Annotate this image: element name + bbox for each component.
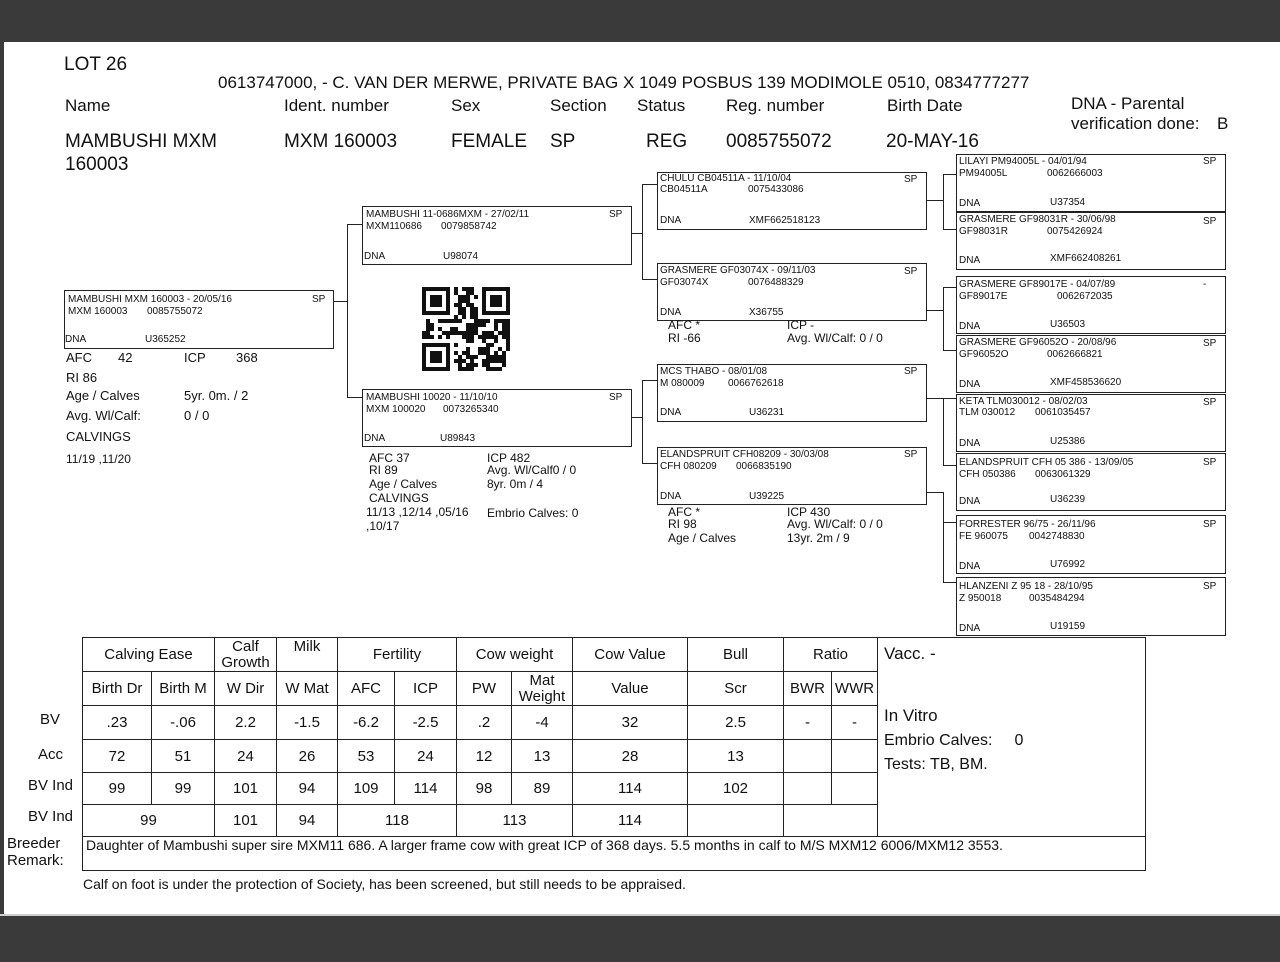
gp4-ri: RI 98 bbox=[668, 517, 697, 531]
gp-dna-code: X36755 bbox=[749, 307, 784, 318]
sire-reg: 0079858742 bbox=[441, 221, 497, 232]
ggp-reg: 0063061329 bbox=[1035, 469, 1091, 480]
gp2-afc: AFC * bbox=[668, 318, 701, 332]
gp-dna-code: U36231 bbox=[749, 407, 785, 418]
connector bbox=[642, 184, 643, 280]
ggp-dna-label: DNA bbox=[959, 623, 981, 634]
vacc-text: Vacc. - bbox=[884, 644, 936, 663]
dam-age-label: Age / Calves bbox=[369, 477, 438, 491]
acc-cell: 28 bbox=[573, 740, 688, 773]
connector bbox=[926, 200, 944, 201]
bvind2-cell: 118 bbox=[338, 805, 457, 837]
gp-title: MCS THABO - 08/01/08 bbox=[660, 366, 768, 377]
gp-dna-label: DNA bbox=[660, 215, 682, 226]
dam-dna-label: DNA bbox=[364, 433, 386, 444]
owner-details: 0613747000, - C. VAN DER MERWE, PRIVATE BAG X 1049 POSBUS 139 MODIMOLE 0510, 0834777277 bbox=[218, 73, 1030, 92]
subject-avg-label: Avg. Wl/Calf: bbox=[66, 408, 141, 423]
dam-reg: 0073265340 bbox=[443, 404, 499, 415]
row-label-bvind: BV Ind bbox=[27, 777, 73, 794]
ggp-dna-code: U36239 bbox=[1050, 494, 1086, 505]
acc-cell: 51 bbox=[152, 740, 215, 773]
ggp-dna-code: U25386 bbox=[1050, 436, 1086, 447]
ggp-id: TLM 030012 bbox=[959, 407, 1016, 418]
bv-cell: -1.5 bbox=[277, 706, 338, 740]
bvind-cell: 89 bbox=[512, 773, 573, 805]
sub-header-cell: Scr bbox=[688, 672, 784, 706]
ggp-sp: SP bbox=[1203, 216, 1217, 227]
bvind-cell: 114 bbox=[395, 773, 457, 805]
connector bbox=[642, 184, 658, 185]
col-status: Status bbox=[637, 96, 686, 115]
ggp-dna-code: U37354 bbox=[1050, 197, 1086, 208]
grandparent-box-3 bbox=[657, 364, 927, 422]
group-ratio: Ratio bbox=[784, 638, 878, 672]
bvind-cell: 99 bbox=[83, 773, 152, 805]
group-bull: Bull bbox=[688, 638, 784, 672]
embrio-calves-value: 0 bbox=[1014, 732, 1024, 749]
subject-sp: SP bbox=[312, 294, 326, 305]
animal-name-line2: 160003 bbox=[65, 154, 129, 175]
connector bbox=[642, 380, 658, 381]
sub-header-cell: WWR bbox=[832, 672, 878, 706]
subject-dna-code: U365252 bbox=[145, 334, 186, 345]
gp-title: GRASMERE GF03074X - 09/11/03 bbox=[660, 265, 816, 276]
gp-id: CFH 080209 bbox=[660, 461, 717, 472]
ggp-id: GF98031R bbox=[959, 226, 1008, 237]
gp-reg: 0066762618 bbox=[728, 378, 784, 389]
ggp-sp: SP bbox=[1203, 519, 1217, 530]
bv-cell: -2.5 bbox=[395, 706, 457, 740]
acc-cell bbox=[784, 740, 832, 773]
sire-dna-code: U98074 bbox=[443, 251, 479, 262]
ggp-reg: 0062666821 bbox=[1047, 349, 1103, 360]
gp-sp: SP bbox=[904, 174, 918, 185]
group-header-row bbox=[83, 638, 1146, 672]
remark-row bbox=[83, 837, 1146, 871]
acc-cell: 24 bbox=[215, 740, 277, 773]
gp2-icp: ICP - bbox=[787, 318, 815, 332]
gp4-icp: ICP 430 bbox=[787, 505, 831, 519]
group-fertility: Fertility bbox=[338, 638, 457, 672]
bv-cell: 2.2 bbox=[215, 706, 277, 740]
sub-header-cell: BWR bbox=[784, 672, 832, 706]
gp-title: ELANDSPRUIT CFH08209 - 30/03/08 bbox=[660, 449, 829, 460]
gp-sp: SP bbox=[904, 366, 918, 377]
gp-id: M 080009 bbox=[660, 378, 705, 389]
subject-avg: 0 / 0 bbox=[184, 408, 210, 423]
ggp-title: KETA TLM030012 - 08/02/03 bbox=[959, 396, 1088, 407]
sub-header-cell: ICP bbox=[395, 672, 457, 706]
acc-cell: 12 bbox=[457, 740, 512, 773]
sub-header-cell: Value bbox=[573, 672, 688, 706]
gp-sp: SP bbox=[904, 266, 918, 277]
col-reg: Reg. number bbox=[726, 96, 825, 115]
connector bbox=[943, 174, 944, 230]
subject-id: MXM 160003 bbox=[68, 306, 128, 317]
ggp-id: PM94005L bbox=[959, 168, 1008, 179]
connector bbox=[943, 287, 944, 351]
bvind-cell: 99 bbox=[152, 773, 215, 805]
ggp-id: Z 950018 bbox=[959, 593, 1002, 604]
ggp-sp: SP bbox=[1203, 397, 1217, 408]
bv-cell: - bbox=[832, 706, 878, 740]
gp2-ri: RI -66 bbox=[668, 331, 701, 345]
bvind2-cell bbox=[688, 805, 784, 837]
embrio-calves-label: Embrio Calves: bbox=[884, 732, 993, 749]
subject-pedigree-box bbox=[64, 290, 334, 349]
connector bbox=[943, 398, 957, 399]
connector bbox=[332, 301, 348, 302]
ggp-sp: SP bbox=[1203, 156, 1217, 167]
animal-sex: FEMALE bbox=[451, 131, 528, 152]
breeder-label: Breeder bbox=[7, 835, 61, 852]
ggp-sp: SP bbox=[1203, 457, 1217, 468]
gp-title: CHULU CB04511A - 11/10/04 bbox=[660, 173, 792, 184]
ggp-reg: 0035484294 bbox=[1029, 593, 1085, 604]
viewer-bottom-bar bbox=[0, 914, 1280, 962]
subject-age: 5yr. 0m. / 2 bbox=[184, 388, 249, 403]
subject-age-label: Age / Calves bbox=[66, 388, 140, 403]
dam-id: MXM 100020 bbox=[366, 404, 426, 415]
acc-cell: 72 bbox=[83, 740, 152, 773]
connector bbox=[926, 398, 944, 399]
great-grandparent-box-1 bbox=[956, 154, 1226, 212]
sub-header-cell: PW bbox=[457, 672, 512, 706]
sire-box bbox=[362, 206, 632, 265]
ggp-reg: 0062666003 bbox=[1047, 168, 1103, 179]
sire-sp: SP bbox=[609, 209, 623, 220]
subject-icp: 368 bbox=[236, 350, 258, 365]
animal-status: REG bbox=[646, 131, 688, 152]
remark-label: Remark: bbox=[7, 852, 64, 869]
connector bbox=[642, 380, 643, 464]
ggp-dna-label: DNA bbox=[959, 321, 981, 332]
acc-cell: 24 bbox=[395, 740, 457, 773]
connector bbox=[943, 398, 944, 466]
bvind2-cell: 99 bbox=[83, 805, 215, 837]
bvind-cell bbox=[832, 773, 878, 805]
connector bbox=[943, 287, 957, 288]
subject-afc-label: AFC bbox=[66, 350, 92, 365]
great-grandparent-box-4 bbox=[956, 335, 1226, 393]
breeding-values-table bbox=[82, 637, 1146, 871]
connector bbox=[642, 279, 658, 280]
connector bbox=[347, 224, 363, 225]
ggp-dna-code: U76992 bbox=[1050, 559, 1086, 570]
dam-avg: Avg. Wl/Calf0 / 0 bbox=[487, 463, 577, 477]
subject-dna-label: DNA bbox=[65, 334, 87, 345]
dam-icp: ICP 482 bbox=[487, 451, 531, 465]
gp4-avg: Avg. Wl/Calf: 0 / 0 bbox=[787, 517, 883, 531]
ggp-title: GRASMERE GF96052O - 20/08/96 bbox=[959, 337, 1117, 348]
bvind2-cell: 101 bbox=[215, 805, 277, 837]
animal-ident: MXM 160003 bbox=[284, 131, 398, 152]
dam-calvings-label: CALVINGS bbox=[369, 491, 429, 505]
group-calf-growth: Calf Growth bbox=[215, 638, 277, 672]
qr-code bbox=[422, 287, 510, 371]
ggp-title: FORRESTER 96/75 - 26/11/96 bbox=[959, 519, 1096, 530]
bvind-cell: 98 bbox=[457, 773, 512, 805]
great-grandparent-box-6 bbox=[956, 453, 1226, 511]
ggp-id: GF89017E bbox=[959, 291, 1008, 302]
row-label-bvind-2: BV Ind bbox=[27, 808, 73, 825]
bv-cell: -6.2 bbox=[338, 706, 395, 740]
sire-title: MAMBUSHI 11-0686MXM - 27/02/11 bbox=[366, 209, 530, 220]
invitro-text: In Vitro bbox=[884, 706, 938, 725]
connector bbox=[943, 465, 957, 466]
subject-icp-label: ICP bbox=[184, 350, 206, 365]
sub-header-cell: Birth Dr bbox=[83, 672, 152, 706]
grandparent-box-4 bbox=[657, 447, 927, 505]
col-dna-line1: DNA - Parental bbox=[1071, 94, 1185, 113]
ggp-dna-label: DNA bbox=[959, 379, 981, 390]
sire-id: MXM110686 bbox=[366, 221, 422, 232]
ggp-reg: 0042748830 bbox=[1029, 531, 1085, 542]
connector bbox=[926, 492, 944, 493]
col-section: Section bbox=[550, 96, 607, 115]
great-grandparent-box-2 bbox=[956, 212, 1226, 270]
dam-dna-code: U89843 bbox=[440, 433, 476, 444]
tests-text: Tests: TB, BM. bbox=[884, 756, 988, 773]
gp2-avg: Avg. Wl/Calf: 0 / 0 bbox=[787, 331, 883, 345]
animal-birth: 20-MAY-16 bbox=[886, 131, 979, 152]
animal-reg: 0085755072 bbox=[726, 131, 832, 152]
ggp-id: GF96052O bbox=[959, 349, 1009, 360]
ggp-sp: SP bbox=[1203, 338, 1217, 349]
great-grandparent-box-5 bbox=[956, 394, 1226, 452]
great-grandparent-box-7 bbox=[956, 515, 1226, 574]
bv-cell: 2.5 bbox=[688, 706, 784, 740]
dam-calving-dates-2: ,10/17 bbox=[366, 519, 400, 533]
bvind-cell: 102 bbox=[688, 773, 784, 805]
col-ident: Ident. number bbox=[284, 96, 389, 115]
gp-reg: 0066835190 bbox=[736, 461, 792, 472]
gp4-age-label: Age / Calves bbox=[668, 531, 737, 545]
gp-dna-label: DNA bbox=[660, 407, 682, 418]
connector bbox=[943, 492, 944, 583]
connector bbox=[943, 522, 957, 523]
sub-header-cell: Mat Weight bbox=[512, 672, 573, 706]
bv-cell: -.06 bbox=[152, 706, 215, 740]
lot-number: LOT 26 bbox=[64, 54, 128, 75]
acc-cell: 53 bbox=[338, 740, 395, 773]
col-dna-line2: verification done: bbox=[1071, 114, 1200, 133]
grandparent-box-2 bbox=[657, 263, 927, 321]
ggp-dna-code: XMF458536620 bbox=[1050, 377, 1122, 388]
connector bbox=[642, 463, 658, 464]
vaccination-panel bbox=[878, 638, 1146, 837]
bvind2-cell: 94 bbox=[277, 805, 338, 837]
gp-dna-label: DNA bbox=[660, 307, 682, 318]
sub-header-cell: AFC bbox=[338, 672, 395, 706]
connector bbox=[943, 350, 957, 351]
gp4-age: 13yr. 2m / 9 bbox=[787, 531, 850, 545]
dam-box bbox=[362, 389, 632, 447]
connector bbox=[347, 224, 348, 398]
ggp-id: FE 960075 bbox=[959, 531, 1008, 542]
bv-cell: .2 bbox=[457, 706, 512, 740]
ggp-reg: 0061035457 bbox=[1035, 407, 1091, 418]
gp-reg: 0075433086 bbox=[748, 184, 804, 195]
bvind-cell: 109 bbox=[338, 773, 395, 805]
bvind-cell: 94 bbox=[277, 773, 338, 805]
connector bbox=[943, 582, 957, 583]
acc-cell: 13 bbox=[688, 740, 784, 773]
gp4-afc: AFC * bbox=[668, 505, 701, 519]
bvind2-cell bbox=[784, 805, 878, 837]
great-grandparent-box-3 bbox=[956, 276, 1226, 334]
dna-verification-value: B bbox=[1217, 114, 1229, 133]
sub-header-cell: W Dir bbox=[215, 672, 277, 706]
bvind2-cell: 113 bbox=[457, 805, 573, 837]
subject-calvings-label: CALVINGS bbox=[66, 429, 131, 444]
ggp-title: GRASMERE GF98031R - 30/06/98 bbox=[959, 214, 1116, 225]
dam-title: MAMBUSHI 10020 - 11/10/10 bbox=[366, 392, 498, 403]
bvind2-cell: 114 bbox=[573, 805, 688, 837]
bvind-cell: 114 bbox=[573, 773, 688, 805]
ggp-dna-code: U36503 bbox=[1050, 319, 1086, 330]
gp-dna-code: XMF662518123 bbox=[749, 215, 821, 226]
ggp-id: CFH 050386 bbox=[959, 469, 1016, 480]
connector bbox=[943, 229, 957, 230]
ggp-title: LILAYI PM94005L - 04/01/94 bbox=[959, 156, 1087, 167]
gp-id: CB04511A bbox=[660, 184, 708, 195]
subject-calving-dates: 11/19 ,11/20 bbox=[66, 452, 131, 466]
dam-sp: SP bbox=[609, 392, 623, 403]
acc-cell: 26 bbox=[277, 740, 338, 773]
ggp-dna-label: DNA bbox=[959, 255, 981, 266]
connector bbox=[943, 174, 957, 175]
ggp-dna-code: U19159 bbox=[1050, 621, 1086, 632]
group-calving-ease: Calving Ease bbox=[83, 638, 215, 672]
ggp-dna-label: DNA bbox=[959, 198, 981, 209]
subject-afc: 42 bbox=[118, 350, 133, 365]
dam-embrio-calves: Embrio Calves: 0 bbox=[487, 506, 579, 520]
gp-sp: SP bbox=[904, 449, 918, 460]
col-name: Name bbox=[65, 96, 111, 115]
ggp-sp: - bbox=[1203, 279, 1207, 290]
subject-ri: RI 86 bbox=[66, 370, 98, 385]
connector bbox=[347, 397, 363, 398]
ggp-title: ELANDSPRUIT CFH 05 386 - 13/09/05 bbox=[959, 457, 1134, 468]
bv-cell: - bbox=[784, 706, 832, 740]
embrio-calves-row bbox=[884, 732, 1139, 750]
great-grandparent-box-8 bbox=[956, 577, 1226, 636]
subject-reg: 0085755072 bbox=[147, 306, 203, 317]
dam-afc: AFC 37 bbox=[369, 451, 410, 465]
ggp-dna-label: DNA bbox=[959, 496, 981, 507]
bv-cell: -4 bbox=[512, 706, 573, 740]
ggp-title: HLANZENI Z 95 18 - 28/10/95 bbox=[959, 581, 1093, 592]
ggp-reg: 0075426924 bbox=[1047, 226, 1103, 237]
col-birth: Birth Date bbox=[887, 96, 963, 115]
subject-title: MAMBUSHI MXM 160003 - 20/05/16 bbox=[68, 294, 232, 305]
grandparent-box-1 bbox=[657, 172, 927, 230]
gp-reg: 0076488329 bbox=[748, 277, 804, 288]
ggp-reg: 0062672035 bbox=[1057, 291, 1113, 302]
ggp-title: GRASMERE GF89017E - 04/07/89 bbox=[959, 279, 1116, 290]
breeder-remark: Daughter of Mambushi super sire MXM11 686. A larger frame cow with great ICP of 368 days. 5.5 months in calf to M/S MXM12 6006/MXM12 3553. bbox=[83, 837, 1146, 871]
bvind-cell: 101 bbox=[215, 773, 277, 805]
row-label-acc: Acc bbox=[37, 746, 63, 763]
sub-header-cell: Birth M bbox=[152, 672, 215, 706]
dam-age: 8yr. 0m / 4 bbox=[487, 477, 544, 491]
bv-cell: 32 bbox=[573, 706, 688, 740]
group-cow-weight: Cow weight bbox=[457, 638, 573, 672]
acc-cell bbox=[832, 740, 878, 773]
ggp-dna-label: DNA bbox=[959, 438, 981, 449]
row-label-bv: BV bbox=[39, 711, 60, 728]
dam-ri: RI 89 bbox=[369, 463, 398, 477]
group-cow-value: Cow Value bbox=[573, 638, 688, 672]
bvind-cell bbox=[784, 773, 832, 805]
gp-dna-code: U39225 bbox=[749, 491, 785, 502]
gp-dna-label: DNA bbox=[660, 491, 682, 502]
bv-cell: .23 bbox=[83, 706, 152, 740]
animal-section: SP bbox=[550, 131, 576, 152]
gp-id: GF03074X bbox=[660, 277, 709, 288]
sub-header-cell: W Mat bbox=[277, 672, 338, 706]
dam-calving-dates: 11/13 ,12/14 ,05/16 bbox=[366, 505, 469, 519]
ggp-dna-label: DNA bbox=[959, 561, 981, 572]
ggp-dna-code: XMF662408261 bbox=[1050, 253, 1122, 264]
col-sex: Sex bbox=[451, 96, 481, 115]
footer-note: Calf on foot is under the protection of Society, has been screened, but still needs to be appraised. bbox=[83, 876, 686, 892]
sire-dna-label: DNA bbox=[364, 251, 386, 262]
animal-name-line1: MAMBUSHI MXM bbox=[65, 131, 217, 152]
connector bbox=[926, 310, 944, 311]
group-milk: Milk bbox=[277, 638, 338, 672]
ggp-sp: SP bbox=[1203, 581, 1217, 592]
acc-cell: 13 bbox=[512, 740, 573, 773]
